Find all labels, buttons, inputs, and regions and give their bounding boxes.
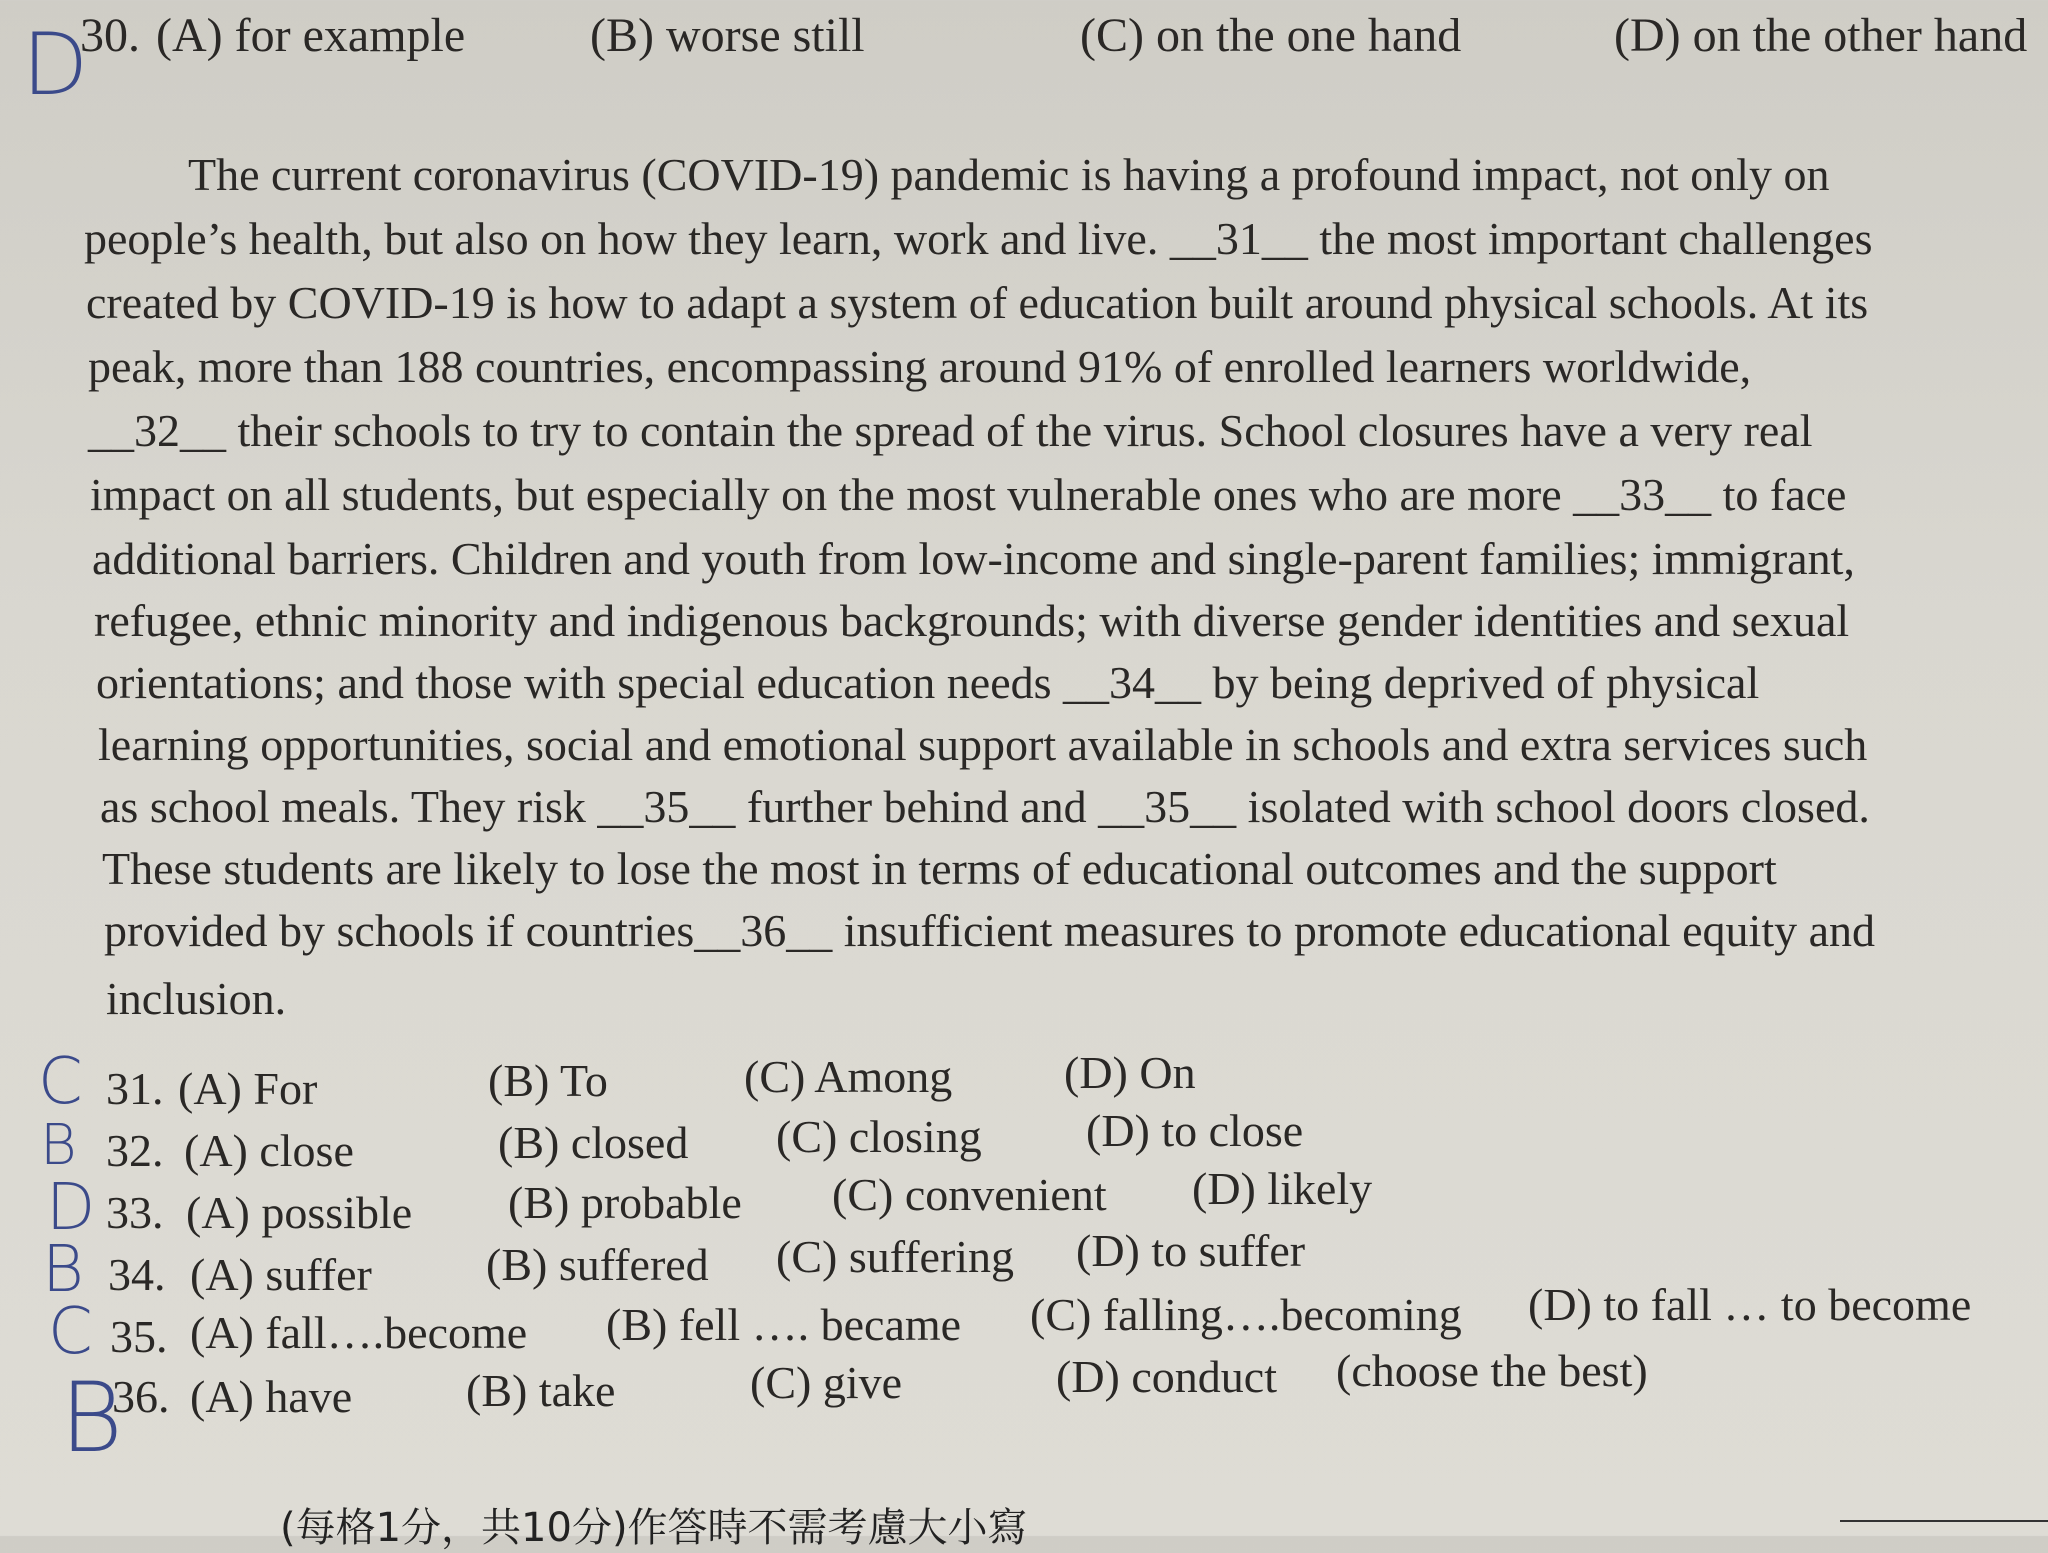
passage-line: The current coronavirus (COVID-19) pandemic is having a profound impact, not only on [188,149,1830,200]
handwritten-answer-31: C [38,1045,83,1119]
passage-line: orientations; and those with special education needs __34__ by being deprived of physical [96,657,1760,708]
q30-option-a: (A) for example [156,9,466,62]
handwritten-answer-32: B [40,1113,77,1178]
handwritten-answer-35: C [48,1295,93,1369]
q30-option-c: (C) on the one hand [1080,9,1462,62]
footer-rule [1840,1520,2048,1522]
q31-option-d: (D) On [1064,1047,1196,1098]
q32-option-c: (C) closing [776,1111,982,1162]
q36-option-a: (A) have [190,1371,353,1422]
handwritten-answer-36: B [60,1362,123,1474]
q34-option-a: (A) suffer [190,1249,372,1300]
q36-option-b: (B) take [466,1365,616,1416]
q33-option-c: (C) convenient [832,1169,1107,1220]
handwritten-answer-34: B [42,1233,84,1307]
q33-option-b: (B) probable [508,1177,742,1228]
handwritten-answer-33: D [46,1171,96,1245]
q36-option-d: (D) conduct [1056,1351,1277,1402]
q33-option-d: (D) likely [1192,1163,1373,1214]
passage-line: These students are likely to lose the most in terms of educational outcomes and the support [102,843,1777,894]
q30-number: 30. [80,9,140,62]
q32-number: 32. [106,1125,164,1176]
q36-option-c: (C) give [750,1357,903,1408]
q33-number: 33. [106,1187,164,1238]
passage-line: __32__ their schools to try to contain the spread of the virus. School closures have a very real [88,405,1813,456]
passage-line: peak, more than 188 countries, encompassing around 91% of enrolled learners worldwide, [88,341,1752,392]
q30-option-d: (D) on the other hand [1614,9,2028,62]
passage-line: inclusion. [106,973,287,1024]
handwritten-answer-30: D [22,15,89,115]
q34-option-c: (C) suffering [776,1231,1015,1282]
q35-option-a: (A) fall….become [190,1307,528,1358]
q34-option-b: (B) suffered [486,1239,709,1290]
q30-option-b: (B) worse still [590,9,865,62]
q32-option-b: (B) closed [498,1117,689,1168]
q35-option-b: (B) fell …. became [606,1299,962,1350]
q34-option-d: (D) to suffer [1076,1225,1306,1276]
q31-option-b: (B) To [488,1055,608,1106]
q32-option-a: (A) close [184,1125,354,1176]
q31-option-a: (A) For [178,1063,318,1114]
passage-line: learning opportunities, social and emotional support available in schools and extra services such [98,719,1868,770]
passage-line: as school meals. They risk __35__ further behind and __35__ isolated with school doors closed. [100,781,1870,832]
passage-line: created by COVID-19 is how to adapt a system of education built around physical schools. At its [86,277,1869,328]
q31-option-c: (C) Among [744,1051,953,1102]
q34-number: 34. [108,1249,166,1300]
passage-line: people’s health, but also on how they learn, work and live. __31__ the most important challenges [84,213,1873,264]
q33-option-a: (A) possible [186,1187,413,1238]
q35-number: 35. [110,1311,168,1362]
q31-number: 31. [106,1063,164,1114]
passage-line: additional barriers. Children and youth from low-income and single-parent families; immigrant, [92,533,1855,584]
q35-option-c: (C) falling….becoming [1030,1289,1462,1340]
q35-option-d: (D) to fall … to become [1528,1279,1972,1330]
passage-line: provided by schools if countries__36__ insufficient measures to promote educational equity and [104,905,1876,956]
section-footer: (每格1分，共10分)作答時不需考慮大小寫 [280,1505,1028,1551]
passage-line: impact on all students, but especially on the most vulnerable ones who are more __33__ to face [90,469,1847,520]
q36-note: (choose the best) [1336,1345,1648,1396]
q36-number: 36. [112,1371,170,1422]
passage-line: refugee, ethnic minority and indigenous backgrounds; with diverse gender identities and sexual [94,595,1850,646]
q32-option-d: (D) to close [1086,1105,1304,1156]
